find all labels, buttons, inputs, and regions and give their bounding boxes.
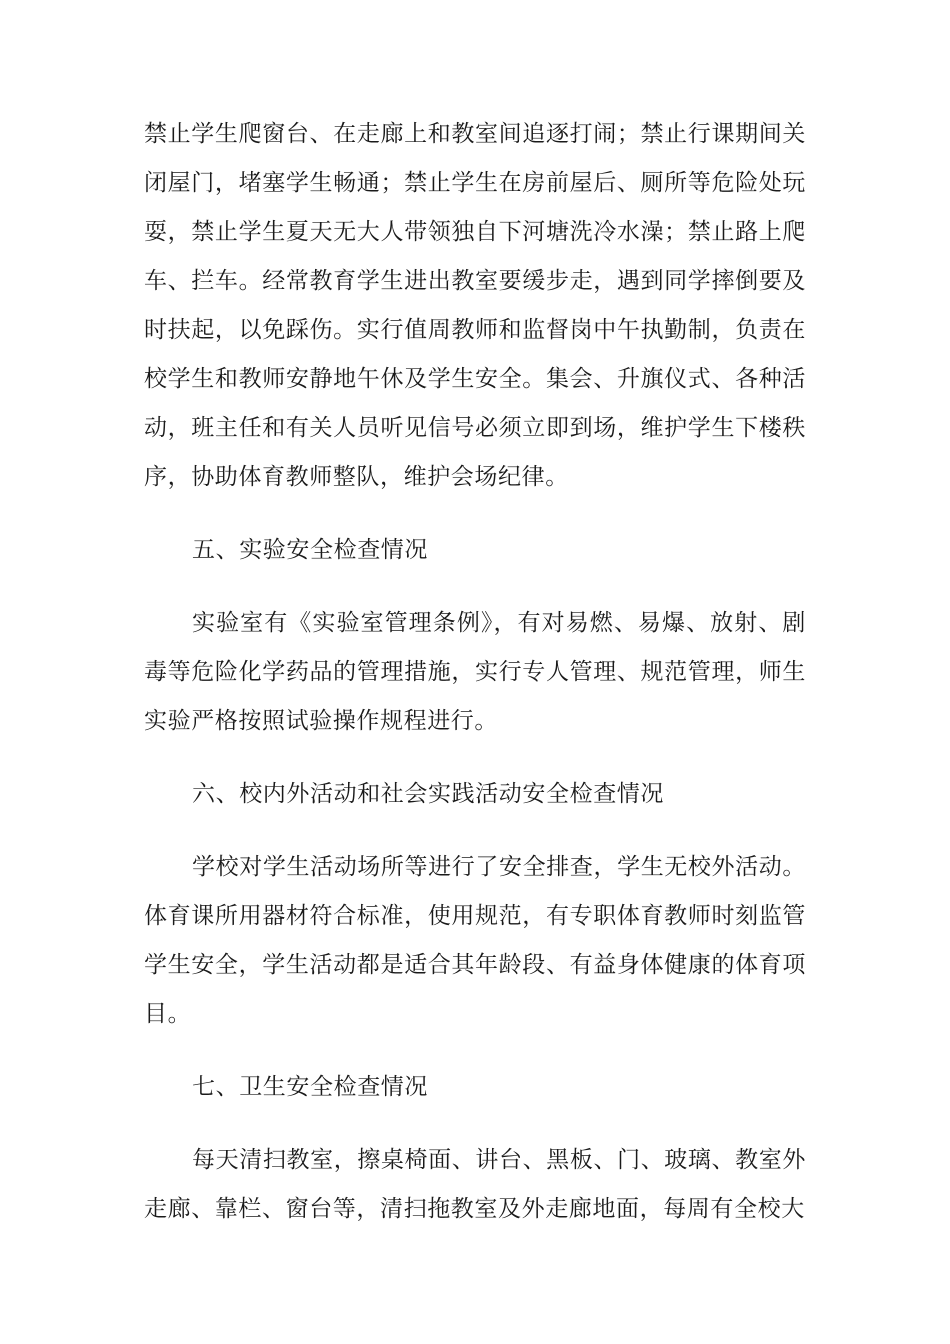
- document-page: [144, 110, 806, 1258]
- section-heading: 七、卫生安全检查情况: [192, 1074, 428, 1100]
- body-paragraph: 学校对学生活动场所等进行了安全排查，学生无校外活动。体育课所用器材符合标准，使用规范，有专职体育教师时刻监管学生安全，学生活动都是适合其年龄段、有益身体健康的体育项目。: [144, 854, 806, 1027]
- section-heading: 六、校内外活动和社会实践活动安全检查情况: [192, 781, 664, 807]
- body-paragraph: 禁止学生爬窗台、在走廊上和教室间追逐打闹；禁止行课期间关闭屋门，堵塞学生畅通；禁止学生在房前屋后、厕所等危险处玩耍，禁止学生夏天无大人带领独自下河塘洗冷水澡；禁止路上爬车、拦车。经常教育学生进出教室要缓步走，遇到同学摔倒要及时扶起，以免踩伤。实行值周教师和监督岗中午执勤制，负责在校学生和教师安静地午休及学生安全。集会、升旗仪式、各种活动，班主任和有关人员听见信号必须立即到场，维护学生下楼秩序，协助体育教师整队，维护会场纪律。: [144, 121, 806, 490]
- section-heading: 五、实验安全检查情况: [192, 537, 428, 563]
- body-paragraph: 每天清扫教室，擦桌椅面、讲台、黑板、门、玻璃、教室外走廊、靠栏、窗台等，清扫拖教室及外走廊地面，每周有全校大: [144, 1147, 806, 1222]
- body-paragraph: 实验室有《实验室管理条例》，有对易燃、易爆、放射、剧毒等危险化学药品的管理措施，实行专人管理、规范管理，师生实验严格按照试验操作规程进行。: [144, 610, 806, 734]
